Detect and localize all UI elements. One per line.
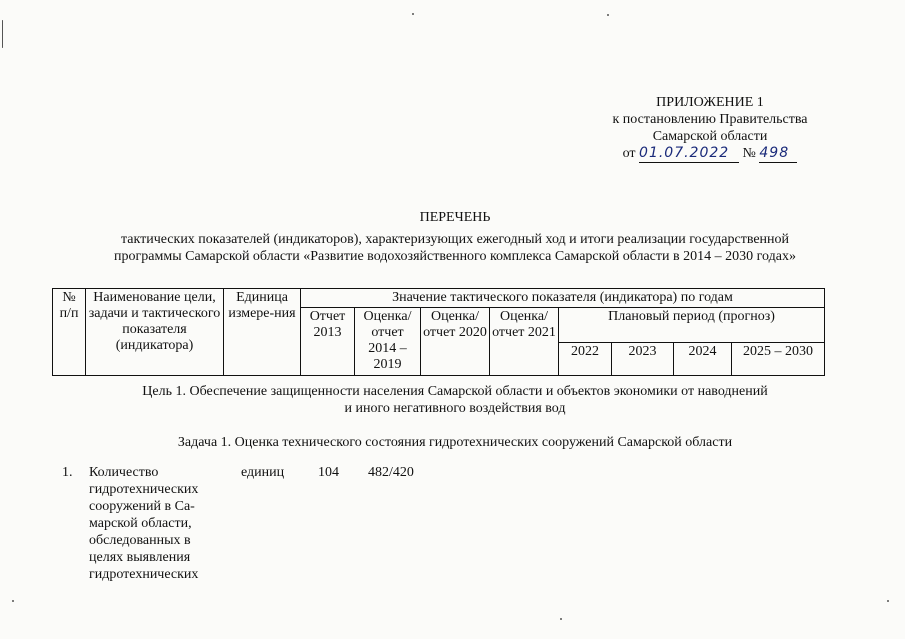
row-report-2013: 104 (318, 465, 339, 480)
col-report-2013: Отчет 2013 (301, 308, 355, 376)
goal-line2: и иного негативного воздействия вод (344, 401, 566, 416)
col-estimate-2014-2019: Оценка/ отчет 2014 – 2019 (355, 308, 421, 376)
col-number-header: № п/п (53, 289, 86, 376)
col-estimate-2021: Оценка/ отчет 2021 (490, 308, 559, 376)
row-unit: единиц (241, 465, 285, 480)
scan-speck (887, 600, 889, 602)
appendix-subtitle: к постановлению Правительства (612, 112, 808, 127)
document-title-line2: программы Самарской области «Развитие водохозяйственного комплекса Самарской области в 2014 – 2030 годах» (114, 249, 796, 264)
col-2025-2030: 2025 – 2030 (732, 342, 825, 376)
handwritten-date: 01.07.2022 (639, 145, 739, 163)
row-estimate-2014-2019: 482/420 (368, 465, 414, 480)
col-unit-header: Единица измере-ния (224, 289, 301, 376)
task-heading: Задача 1. Оценка технического состояния гидротехнических сооружений Самарской области (177, 435, 733, 450)
scan-speck (560, 618, 562, 620)
col-values-group-header: Значение тактического показателя (индикатора) по годам (301, 289, 825, 308)
col-2023: 2023 (612, 342, 674, 376)
appendix-date-line (560, 145, 860, 163)
date-prefix: от (622, 146, 636, 161)
row-number: 1. (62, 465, 73, 480)
handwritten-number: 498 (759, 145, 797, 163)
col-2022: 2022 (559, 342, 612, 376)
row-indicator-name: Количество гидротехнических сооружений в Са-марской области, обследованных в целях выявления гидротехнических (89, 465, 199, 582)
appendix-region: Самарской области (652, 129, 768, 144)
scan-speck (607, 14, 609, 16)
document-heading: ПЕРЕЧЕНЬ (419, 210, 491, 225)
scan-speck (412, 13, 414, 15)
goal-line1: Цель 1. Обеспечение защищенности населения Самарской области и объектов экономики от наводнений (142, 384, 768, 399)
col-estimate-2020: Оценка/ отчет 2020 (421, 308, 490, 376)
appendix-title: ПРИЛОЖЕНИЕ 1 (656, 95, 764, 110)
appendix-stamp (560, 94, 860, 163)
col-name-header: Наименование цели, задачи и тактического показателя (индикатора) (86, 289, 224, 376)
col-plan-group-header: Плановый период (прогноз) (559, 308, 825, 343)
col-2024: 2024 (674, 342, 732, 376)
indicators-table-header (52, 288, 825, 376)
number-prefix: № (742, 146, 756, 161)
scan-edge-mark (2, 20, 3, 48)
scan-speck (12, 600, 14, 602)
goal-heading (60, 383, 850, 417)
document-title-line1: тактических показателей (индикаторов), характеризующих ежегодный ход и итоги реализации государственной (120, 232, 790, 247)
